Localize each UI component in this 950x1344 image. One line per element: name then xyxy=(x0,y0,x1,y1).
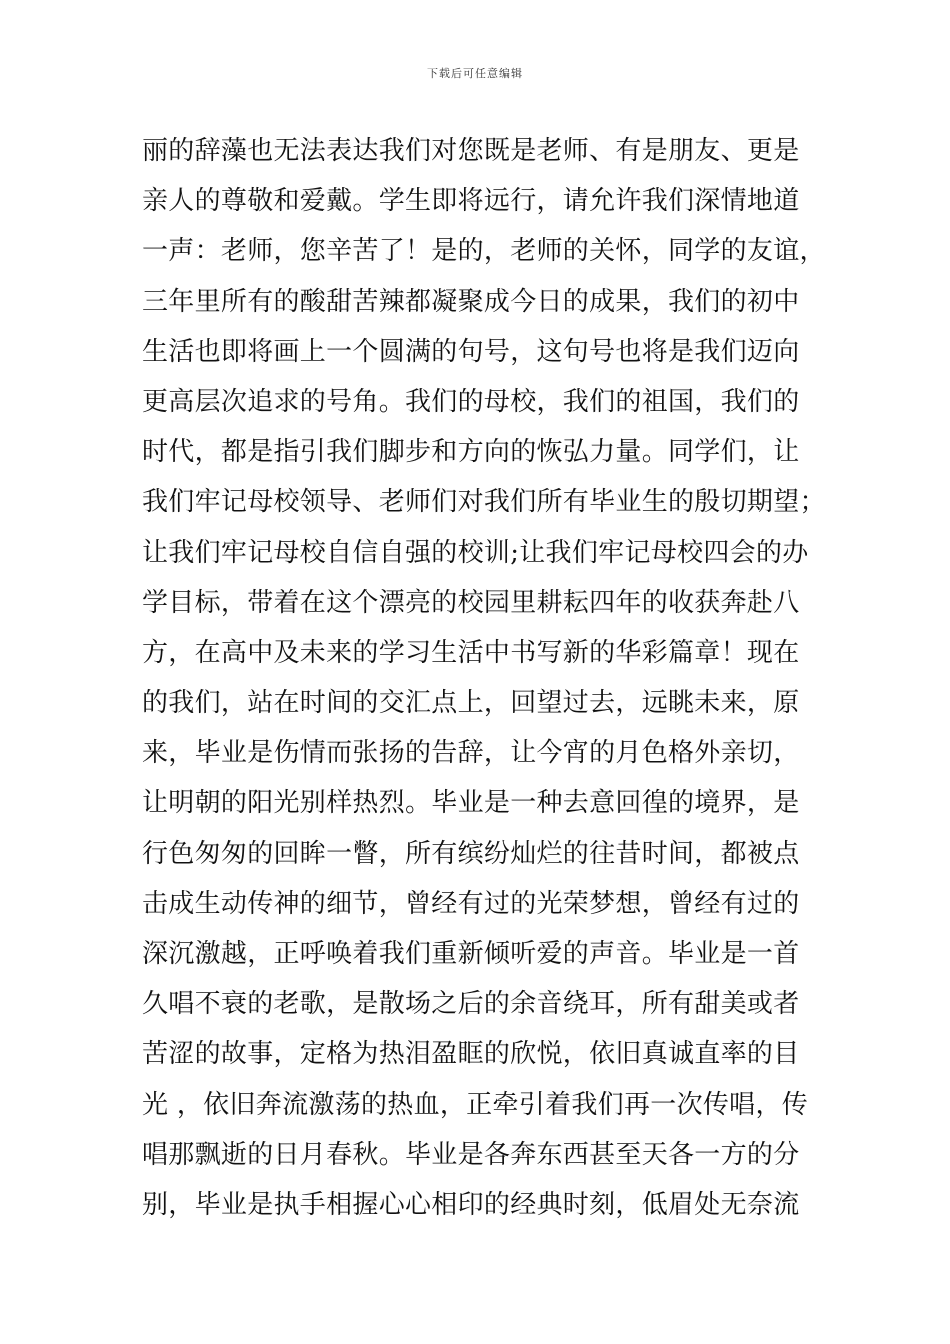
text-line: 我们牢记母校领导、老师们对我们所有毕业生的殷切期望； xyxy=(142,487,826,518)
text-line: 生活也即将画上一个圆满的句号，这句号也将是我们迈向 xyxy=(142,336,800,367)
text-line: 学目标，带着在这个漂亮的校园里耕耘四年的收获奔赴八 xyxy=(142,587,800,618)
text-line: 让我们牢记母校自信自强的校训;让我们牢记母校四会的办 xyxy=(142,537,809,568)
text-line: 久唱不衰的老歌，是散场之后的余音绕耳，所有甜美或者 xyxy=(142,989,800,1020)
text-line: 时代，都是指引我们脚步和方向的恢弘力量。同学们，让 xyxy=(142,437,800,468)
text-line: 击成生动传神的细节，曾经有过的光荣梦想，曾经有过的 xyxy=(142,888,800,919)
page-header: 下载后可任意编辑 xyxy=(427,67,523,80)
text-line: 行色匆匆的回眸一瞥，所有缤纷灿烂的往昔时间，都被点 xyxy=(142,838,800,869)
text-line: 别，毕业是执手相握心心相印的经典时刻，低眉处无奈流 xyxy=(142,1189,800,1220)
body-text xyxy=(142,126,842,1230)
text-line: 的我们，站在时间的交汇点上，回望过去，远眺未来，原 xyxy=(142,688,800,719)
text-line: 让明朝的阳光别样热烈。毕业是一种去意回徨的境界，是 xyxy=(142,788,800,819)
text-line: 亲人的尊敬和爱戴。学生即将远行，请允许我们深情地道 xyxy=(142,186,800,217)
text-line: 光 ，依旧奔流激荡的热血，正牵引着我们再一次传唱，传 xyxy=(142,1089,809,1120)
text-line: 深沉激越，正呼唤着我们重新倾听爱的声音。毕业是一首 xyxy=(142,939,800,969)
text-line: 一声：老师，您辛苦了！是的，老师的关怀，同学的友谊， xyxy=(142,236,826,267)
text-line: 方，在高中及未来的学习生活中书写新的华彩篇章！现在 xyxy=(142,637,800,668)
text-line: 唱那飘逝的日月春秋。毕业是各奔东西甚至天各一方的分 xyxy=(142,1139,800,1170)
text-line: 来，毕业是伤情而张扬的告辞，让今宵的月色格外亲切， xyxy=(142,738,800,769)
text-line: 更高层次追求的号角。我们的母校，我们的祖国，我们的 xyxy=(142,386,800,417)
text-line: 丽的辞藻也无法表达我们对您既是老师、有是朋友、更是 xyxy=(142,136,800,166)
text-line: 苦涩的故事，定格为热泪盈眶的欣悦，依旧真诚直率的目 xyxy=(142,1039,800,1070)
text-line: 三年里所有的酸甜苦辣都凝聚成今日的成果，我们的初中 xyxy=(142,286,800,317)
